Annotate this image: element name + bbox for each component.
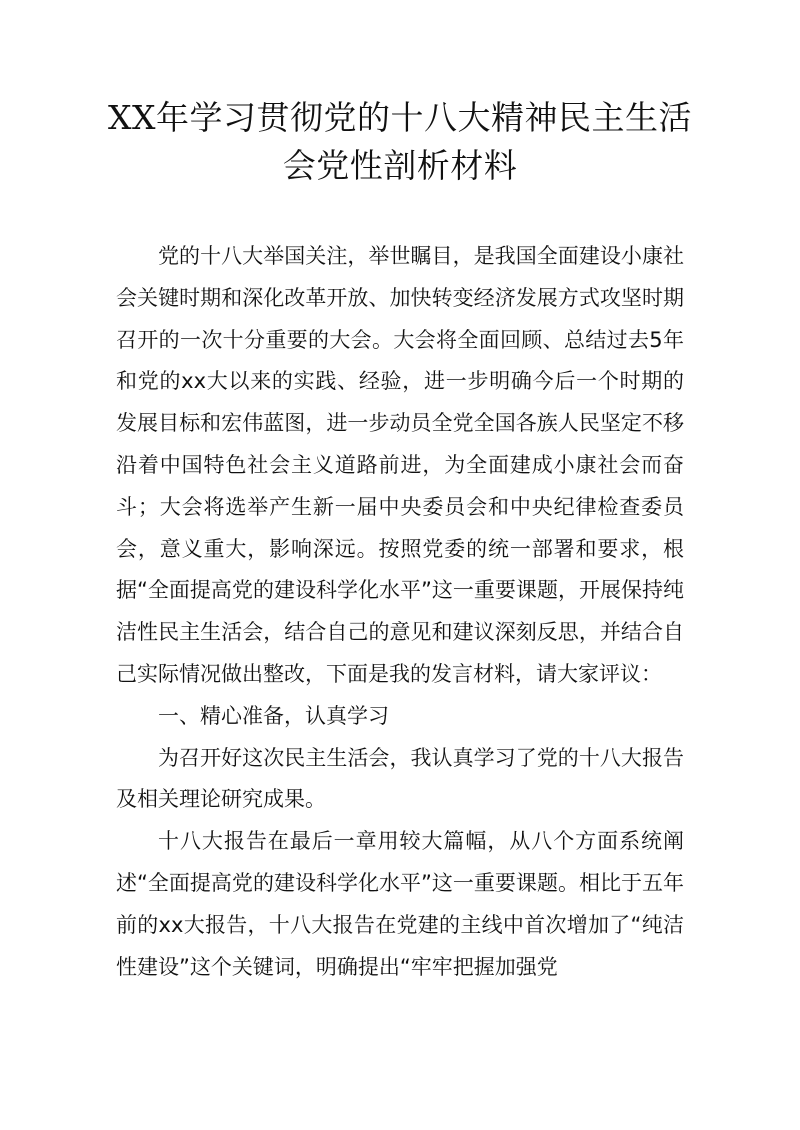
paragraph-intro: 党的十八大举国关注，举世瞩目，是我国全面建设小康社会关键时期和深化改革开放、加快转变经济发展方式攻坚时期召开的一次十分重要的大会。大会将全面回顾、总结过去5年和党的xx大以来的实践、经验，进一步明确今后一个时期的发展目标和宏伟蓝图，进一步动员全党全国各族人民坚定不移沿着中国特色社会主义道路前进，为全面建成小康社会而奋斗；大会将选举产生新一届中央委员会和中央纪律检查委员会，意义重大，影响深远。按照党委的统一部署和要求，根据“全面提高党的建设科学化水平”这一重要课题，开展保持纯洁性民主生活会，结合自己的意见和建议深刻反思，并结合自己实际情况做出整改，下面是我的发言材料，请大家评议： xyxy=(116,244,684,686)
section-heading-1: 一、精心准备，认真学习 xyxy=(158,703,389,728)
paragraph-report: 十八大报告在最后一章用较大篇幅，从八个方面系统阐述“全面提高党的建设科学化水平”这一重要课题。相比于五年前的xx大报告，十八大报告在党建的主线中首次增加了“纯洁性建设”这个关键词，明确提出“牢牢把握加强党 xyxy=(116,829,684,979)
paragraph-study: 为召开好这次民主生活会，我认真学习了党的十八大报告及相关理论研究成果。 xyxy=(116,745,684,812)
document-body xyxy=(116,236,684,988)
document-title: XX年学习贯彻党的十八大精神民主生活会党性剖析材料 xyxy=(108,98,692,185)
